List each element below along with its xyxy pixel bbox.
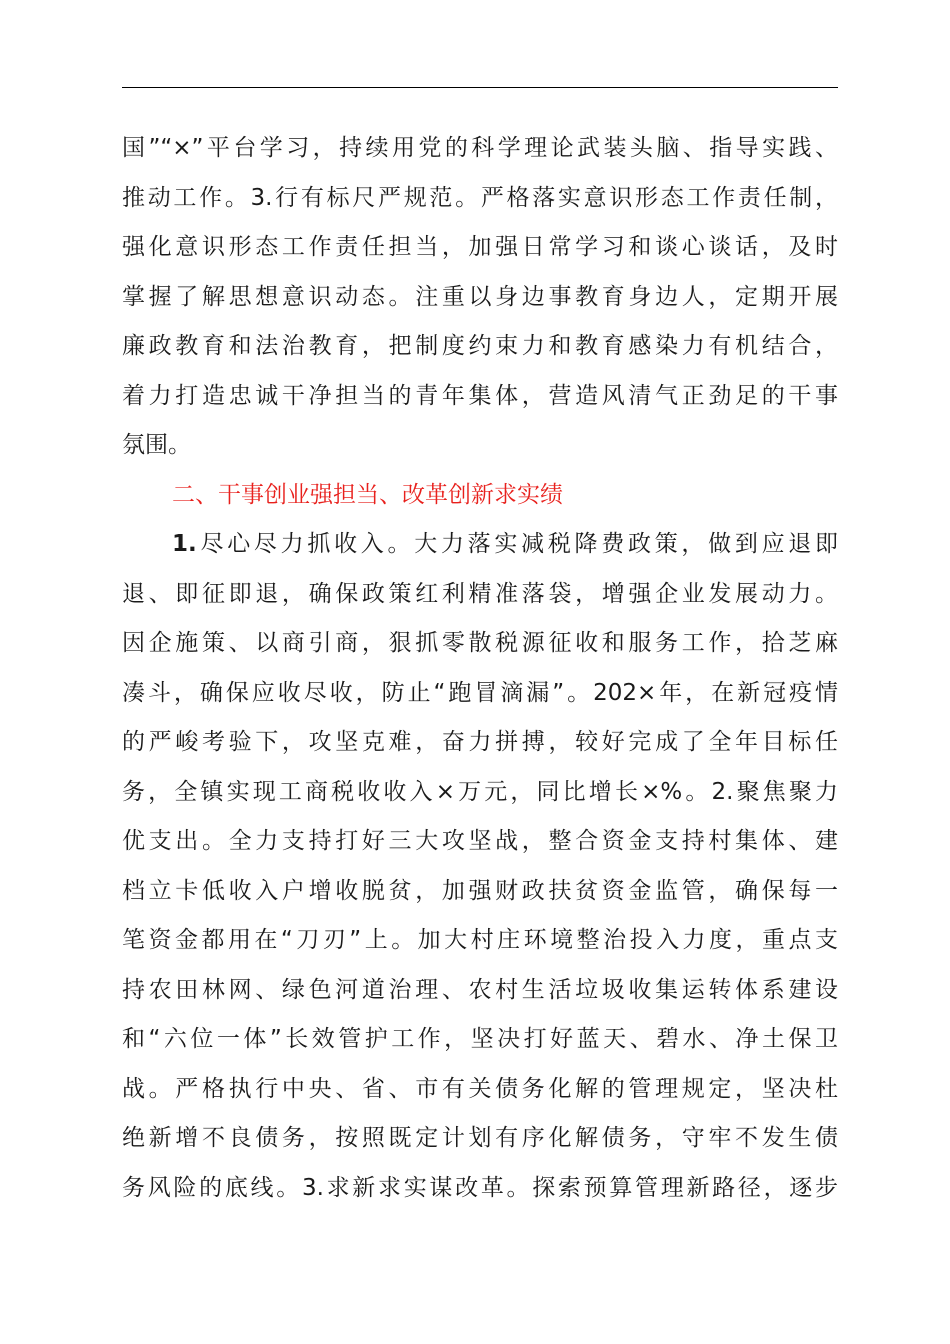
text-line: 务，全镇实现工商税收收入×万元，同比增长×%。2.聚焦聚力	[122, 778, 838, 805]
text-line: 档立卡低收入户增收脱贫，加强财政扶贫资金监管，确保每一	[122, 877, 838, 904]
text-line: 廉政教育和法治教育，把制度约束力和教育感染力有机结合，	[122, 333, 838, 359]
text-line: 推动工作。3.行有标尺严规范。严格落实意识形态工作责任制，	[122, 184, 838, 211]
text-line: 氛围。	[122, 432, 191, 458]
document-body	[122, 124, 838, 1213]
item-number: 1.	[172, 531, 197, 557]
text-line: 的严峻考验下，攻坚克难，奋力拼搏，较好完成了全年目标任	[122, 729, 838, 755]
text-line: 战。严格执行中央、省、市有关债务化解的管理规定，坚决杜	[122, 1075, 838, 1102]
text-line: 国”“×”平台学习，持续用党的科学理论武装头脑、指导实践、	[122, 135, 838, 161]
text-line: 尽心尽力抓收入。大力落实减税降费政策，做到应退即	[196, 531, 838, 557]
section-heading: 二、干事创业强担当、改革创新求实绩	[172, 481, 563, 508]
text-line: 优支出。全力支持打好三大攻坚战，整合资金支持村集体、建	[122, 828, 838, 854]
text-line: 笔资金都用在“刀刃”上。加大村庄环境整治投入力度，重点支	[122, 927, 838, 953]
text-line: 绝新增不良债务，按照既定计划有序化解债务，守牢不发生债	[122, 1125, 838, 1151]
text-line: 着力打造忠诚干净担当的青年集体，营造风清气正劲足的干事	[122, 382, 838, 409]
text-line: 因企施策、以商引商，狠抓零散税源征收和服务工作，拾芝麻	[122, 630, 838, 656]
text-line: 凑斗，确保应收尽收，防止“跑冒滴漏”。202×年，在新冠疫情	[122, 679, 838, 706]
text-line: 掌握了解思想意识动态。注重以身边事教育身边人，定期开展	[122, 283, 838, 310]
header-rule	[122, 87, 838, 88]
text-line: 强化意识形态工作责任担当，加强日常学习和谈心谈话，及时	[122, 234, 838, 260]
text-line: 持农田林网、绿色河道治理、农村生活垃圾收集运转体系建设	[122, 976, 838, 1003]
text-line: 务风险的底线。3.求新求实谋改革。探索预算管理新路径，逐步	[122, 1174, 838, 1201]
section-first-line	[122, 520, 838, 570]
text-line: 退、即征即退，确保政策红利精准落袋，增强企业发展动力。	[122, 580, 838, 607]
text-line: 和“六位一体”长效管护工作，坚决打好蓝天、碧水、净土保卫	[122, 1026, 838, 1052]
